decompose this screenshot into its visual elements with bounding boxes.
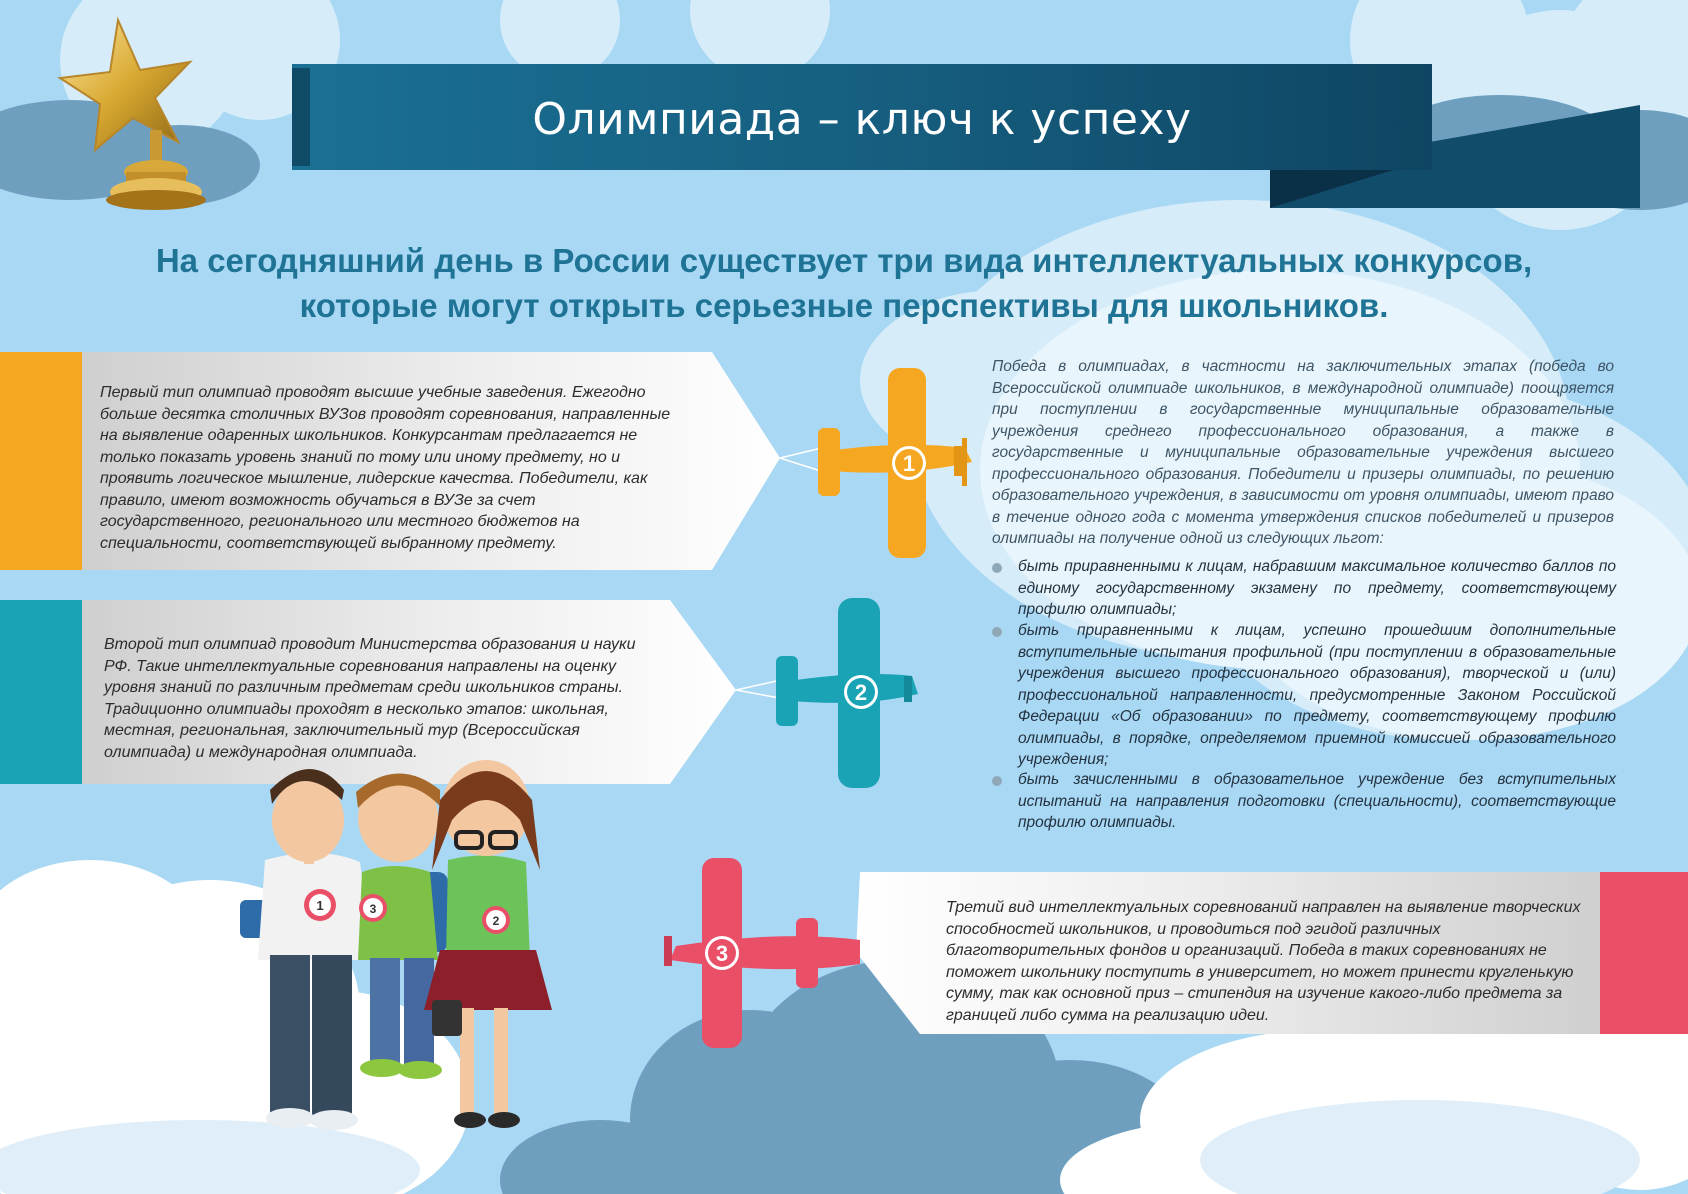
benefit-text: быть зачисленными в образовательное учреждение без вступительных испытаний на направления подготовки (специальности), соответствующие профилю олимпиады. [1018, 771, 1616, 831]
plane-2-number: 2 [854, 680, 868, 705]
medal-1-number: 1 [316, 898, 324, 913]
benefit-text: быть приравненными к лицам, набравшим максимальное количество баллов по единому государственному экзамену по предмету, соответствующему профилю олимпиады; [1018, 558, 1616, 618]
plane-1-number: 1 [902, 451, 916, 476]
page-title: Олимпиада – ключ к успеху [532, 93, 1192, 145]
card-2-text: Второй тип олимпиад проводит Министерства образования и науки РФ. Такие интеллектуальные соревнования направлены на оценку уровня знаний по различным предметам среди школьников страны. Традиционно олимпиады проходят в несколько этапов: школьная, местная, региональная, заключительный тур (Всероссийская олимпиада) и международная олимпиада. [104, 636, 636, 761]
bullet-dot-icon [992, 563, 1002, 573]
headline-line-2: которые могут открыть серьезные перспективы для школьников. [299, 287, 1389, 324]
benefits-intro: Победа в олимпиадах, в частности на заключительных этапах (победа во Всероссийской олимпиаде школьников, в международной олимпиаде) поощряется при поступлении в государственные муниципальные образовательные учреждения среднего профессионального образования, а также в государственные и муниципальные образовательные учреждения высшего профессионального образования. Победители и призеры олимпиады, по решению образовательного учреждения, в зависимости от уровня олимпиады, имеют право в течение одного года с момента утверждения списков победителей и призеров олимпиады на получение одной из следующих льгот: [992, 358, 1614, 547]
benefit-item [990, 769, 1616, 834]
bullet-dot-icon [992, 627, 1002, 637]
medal-3-number: 3 [369, 902, 377, 916]
benefit-item [990, 620, 1616, 771]
medal-2-number: 2 [492, 914, 500, 928]
headline [60, 238, 1628, 328]
headline-line-1: На сегодняшний день в России существует три вида интеллектуальных конкурсов, [155, 242, 1533, 279]
students-illustration [240, 760, 552, 1130]
bullet-dot-icon [992, 776, 1002, 786]
benefit-item [990, 556, 1616, 621]
card-1-text: Первый тип олимпиад проводят высшие учебные заведения. Ежегодно больше десятка столичных ВУЗов проводят соревнования, направленные на выявление одаренных школьников. Конкурсантам предлагается не только показать уровень знаний по тому или иному предмету, но и проявить логическое мышление, лидерские качества. Победители, как правило, имеют возможность обучаться в ВУЗе за счет государственного, регионального или местного бюджетов на специальности, соответствующей выбранному предмету. [100, 384, 671, 552]
benefit-text: быть приравненными к лицам, успешно прошедшим дополнительные вступительные испытания профильной (при поступлении в образовательные учреждения высшего профессионального образования), творческой и (или) профессиональной направленности, предусмотренные Законом Российской Федерации «Об образовании» по предмету, соответствующему профилю олимпиады, в порядке, определяемом приемной комиссией образовательного учреждения; [1018, 622, 1616, 768]
card-3-text: Третий вид интеллектуальных соревнований направлен на выявление творческих способностей школьников, и проводиться под эгидой различных благотворительных фондов и организаций. Победа в таких соревнованиях не поможет школьнику поступить в университет, но может принести кругленькую сумму, так как основной приз – стипендия на изучение какого-либо предмета за границей либо сумма на реализацию идеи. [946, 899, 1581, 1024]
plane-3-number: 3 [715, 941, 729, 966]
